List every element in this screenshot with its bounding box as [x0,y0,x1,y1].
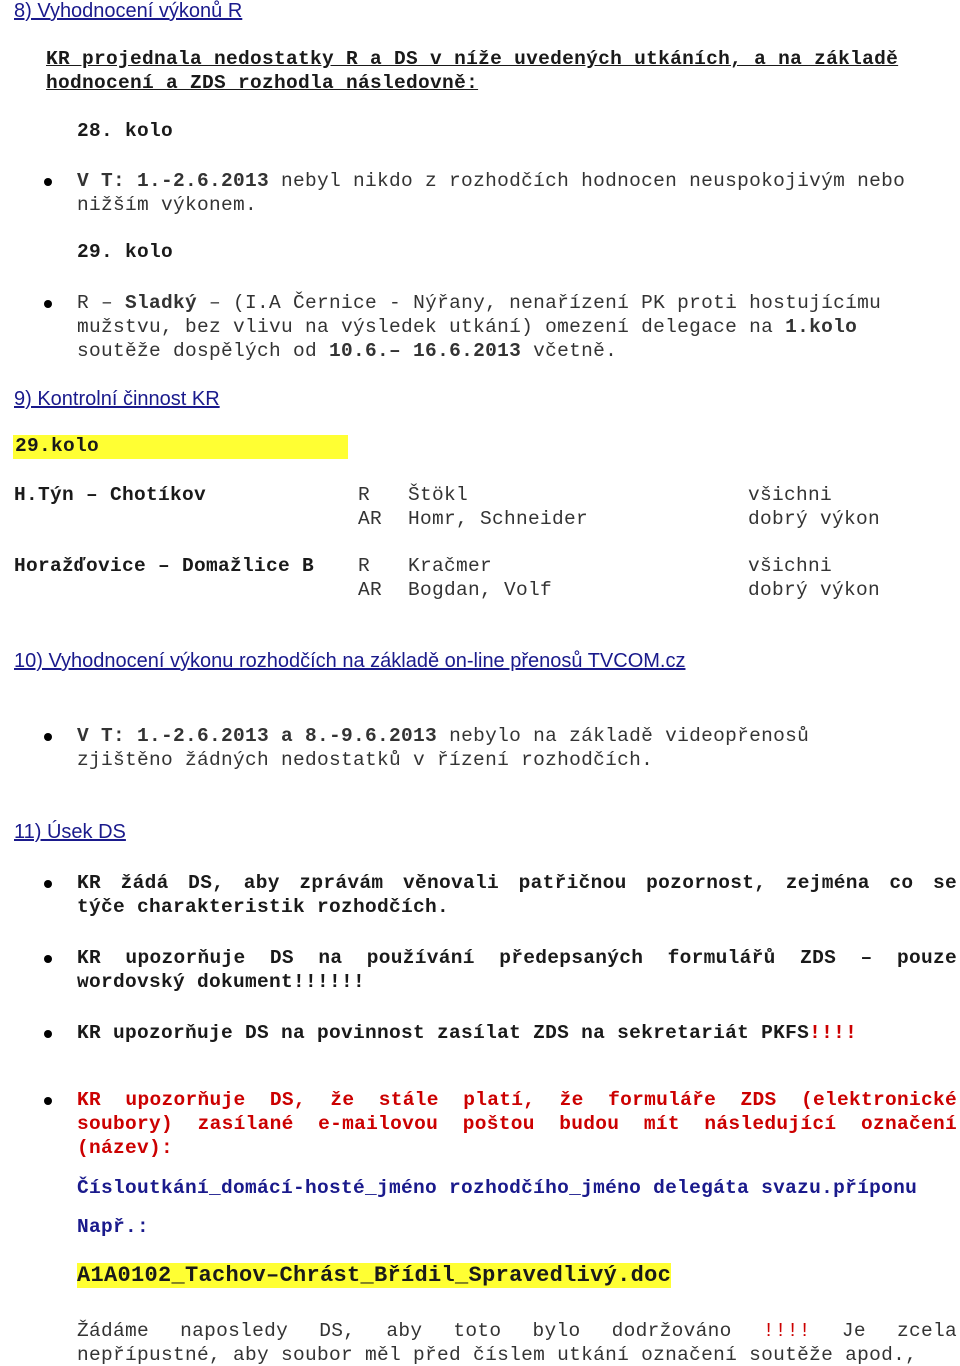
section-10-bullet-line2: zjištěno žádných nedostatků v řízení rozhodčích. [77,749,654,771]
section-11-b1-line1: KR žádá DS, aby zprávám věnovali patřičnou pozornost, zejména co se [77,872,957,894]
round-28-text: nebyl nikdo z rozhodčích hodnocen neuspokojivým nebo [269,170,906,192]
section-8-intro-line2: hodnocení a ZDS rozhodla následovně: [46,72,479,94]
final-line1-end: Je zcela [810,1320,957,1342]
section-11-b4-line3: (název): [77,1137,174,1159]
match-2-row-2-names: Bogdan, Volf [408,579,553,601]
round-28-dates: V T: 1.-2.6.2013 [77,170,270,192]
match-2-row-1-role: R [358,555,371,577]
bullet-icon [44,733,52,741]
match-2-row-1-rating: všichni [748,555,833,577]
section-11-b4-line2: soubory) zasílané e-mailovou poštou budou mít následující označení [77,1113,957,1135]
final-line1-exclaim: !!!! [762,1320,811,1342]
round-29-line3-dates: 10.6.– 16.6.2013 [329,340,522,362]
round-29-bullet-line2 [77,316,857,338]
example-filename-text: A1A0102_Tachov–Chrást_Břídil_Spravedlivý.doc [77,1263,672,1288]
final-line1-text: Žádáme naposledy DS, aby toto bylo dodržováno [77,1320,763,1342]
section-11-b2-line2: wordovský dokument!!!!!! [77,971,366,993]
final-line2: nepřípustné, aby soubor měl před číslem utkání označení soutěže apod., [77,1344,918,1366]
section-10-text: nebylo na základě videopřenosů [437,725,810,747]
section-11-b2-line1: KR upozorňuje DS na používání předepsaných formulářů ZDS – pouze [77,947,957,969]
final-line1 [77,1320,957,1342]
round-28-label: 28. kolo [77,120,174,142]
round-29-referee: Sladký [125,292,198,314]
file-format-line: Čísloutkání_domácí-hosté_jméno rozhodčího_jméno delegáta svazu.příponu [77,1177,918,1199]
match-1-row-1-names: Štökl [408,484,469,506]
match-2-row-2-rating: dobrý výkon [748,579,881,601]
example-filename [77,1263,671,1288]
bullet-icon [44,178,52,186]
round-29-role: R – [77,292,126,314]
section-10-bullet-line1 [77,725,809,747]
match-1-row-2-names: Homr, Schneider [408,508,589,530]
round-29-bullet-line1 [77,292,881,314]
section-11-b3-exclaim: !!!! [809,1022,858,1044]
bullet-icon [44,955,52,963]
match-2-row-2-role: AR [358,579,383,601]
example-label: Např.: [77,1216,150,1238]
round-29-line2-bold: 1.kolo [785,316,858,338]
bullet-icon [44,1097,52,1105]
section-8-intro-line1: KR projednala nedostatky R a DS v níže uvedených utkáních, a na základě [46,48,899,70]
match-1-row-2-rating: dobrý výkon [748,508,881,530]
section-8-heading: 8) Vyhodnocení výkonů R [14,0,243,22]
round-29-label: 29. kolo [77,241,174,263]
round-29-line3-end: včetně. [521,340,618,362]
match-1-row-1-rating: všichni [748,484,833,506]
section-10-dates: V T: 1.-2.6.2013 a 8.-9.6.2013 [77,725,438,747]
section-11-b4-line1: KR upozorňuje DS, že stále platí, že formuláře ZDS (elektronické [77,1089,957,1111]
match-2-row-1-names: Kračmer [408,555,493,577]
section-9-heading: 9) Kontrolní činnost KR [14,388,220,410]
match-1-title: H.Týn – Chotíkov [14,484,207,506]
round-29-highlight-label: 29.kolo [13,435,348,459]
round-29-text: – (I.A Černice - Nýřany, nenařízení PK proti hostujícímu [197,292,882,314]
round-29-bullet-line3 [77,340,617,362]
round-29-line3-text: soutěže dospělých od [77,340,330,362]
section-11-b1-line2: týče charakteristik rozhodčích. [77,896,450,918]
match-2-title: Horažďovice – Domažlice B [14,555,315,577]
bullet-icon [44,300,52,308]
round-28-bullet-line1 [77,170,905,192]
round-28-bullet-line2: nižším výkonem. [77,194,258,216]
match-1-row-1-role: R [358,484,371,506]
section-11-b3 [77,1022,857,1044]
match-1-row-2-role: AR [358,508,383,530]
section-11-heading: 11) Úsek DS [14,821,126,843]
bullet-icon [44,1030,52,1038]
bullet-icon [44,880,52,888]
section-11-b3-text: KR upozorňuje DS na povinnost zasílat ZDS na sekretariát PKFS [77,1022,810,1044]
section-10-heading: 10) Vyhodnocení výkonu rozhodčích na základě on-line přenosů TVCOM.cz [14,650,686,672]
round-29-line2-text: mužstvu, bez vlivu na výsledek utkání) omezení delegace na [77,316,786,338]
